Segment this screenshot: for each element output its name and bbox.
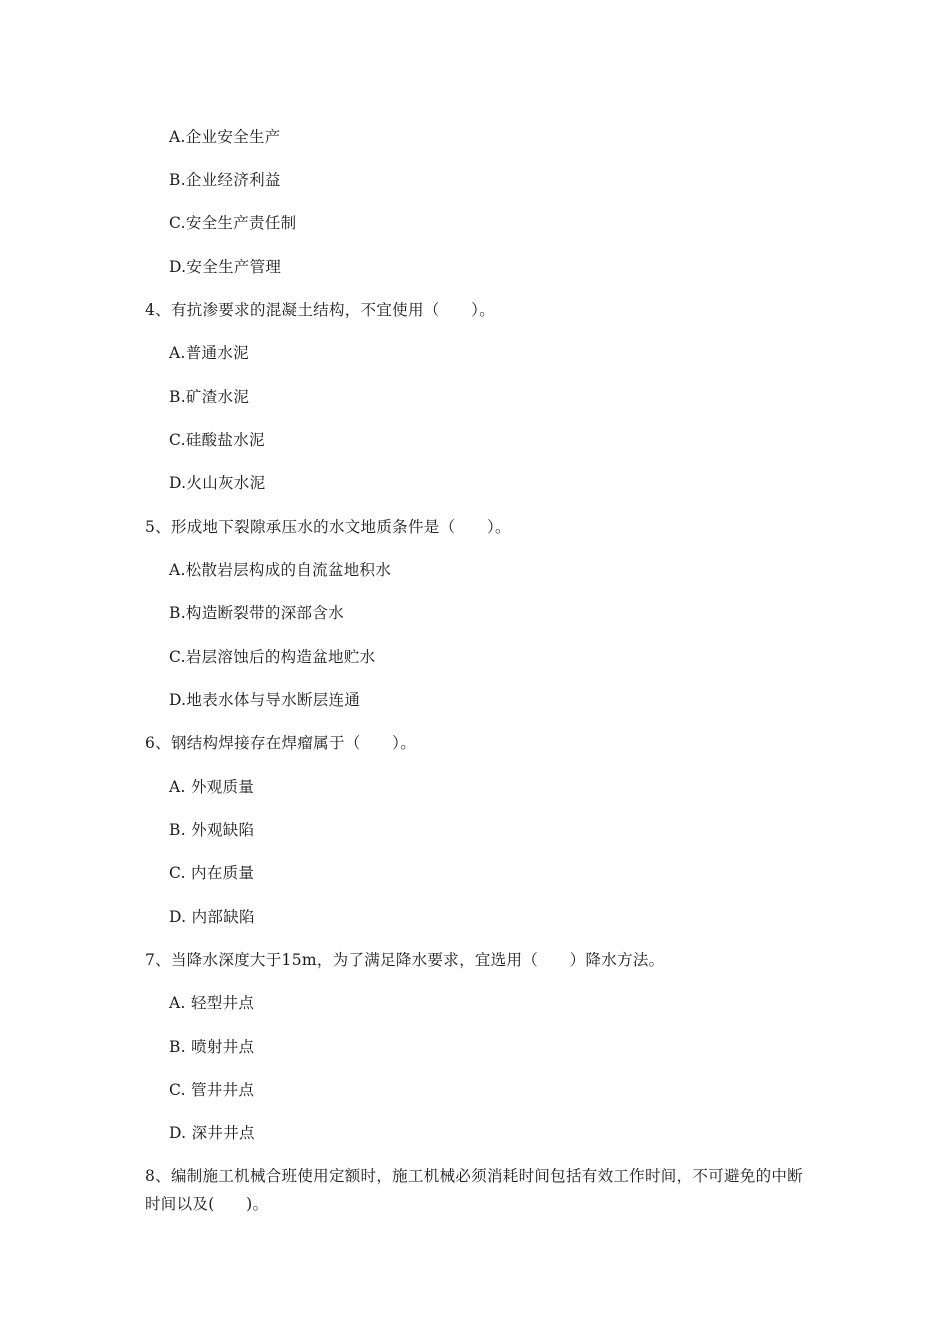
- q5-option-a: A.松散岩层构成的自流盆地积水: [169, 561, 392, 579]
- q8-stem: 8、编制施工机械合班使用定额时，施工机械必须消耗时间包括有效工作时间，不可避免的中断时间以及( )。: [145, 1167, 803, 1213]
- q3-option-b: B.企业经济利益: [169, 171, 281, 189]
- q7-option-d: D. 深井井点: [169, 1124, 255, 1142]
- q4-option-a: A.普通水泥: [169, 344, 249, 362]
- q7-option-b: B. 喷射井点: [169, 1038, 255, 1056]
- q5-option-b: B.构造断裂带的深部含水: [169, 604, 344, 622]
- q7-option-a: A. 轻型井点: [169, 994, 255, 1012]
- q3-option-a: A.企业安全生产: [169, 128, 281, 146]
- q6-option-b: B. 外观缺陷: [169, 821, 255, 839]
- q4-option-c: C.硅酸盐水泥: [169, 431, 265, 449]
- q3-option-d: D.安全生产管理: [169, 258, 282, 276]
- q5-option-c: C.岩层溶蚀后的构造盆地贮水: [169, 648, 376, 666]
- q5-stem: 5、形成地下裂隙承压水的水文地质条件是（ ）。: [145, 518, 511, 536]
- q7-option-c: C. 管井井点: [169, 1081, 255, 1099]
- q6-option-c: C. 内在质量: [169, 864, 255, 882]
- q5-option-d: D.地表水体与导水断层连通: [169, 691, 361, 709]
- q7-stem: 7、当降水深度大于15m，为了满足降水要求，宜选用（ ）降水方法。: [145, 951, 665, 969]
- q6-option-d: D. 内部缺陷: [169, 908, 255, 926]
- q4-option-d: D.火山灰水泥: [169, 474, 266, 492]
- q4-option-b: B.矿渣水泥: [169, 388, 250, 406]
- q3-option-c: C.安全生产责任制: [169, 214, 297, 232]
- q6-stem: 6、钢结构焊接存在焊瘤属于（ ）。: [145, 734, 417, 752]
- q6-option-a: A. 外观质量: [169, 778, 255, 796]
- q4-stem: 4、有抗渗要求的混凝土结构，不宜使用（ ）。: [145, 301, 496, 319]
